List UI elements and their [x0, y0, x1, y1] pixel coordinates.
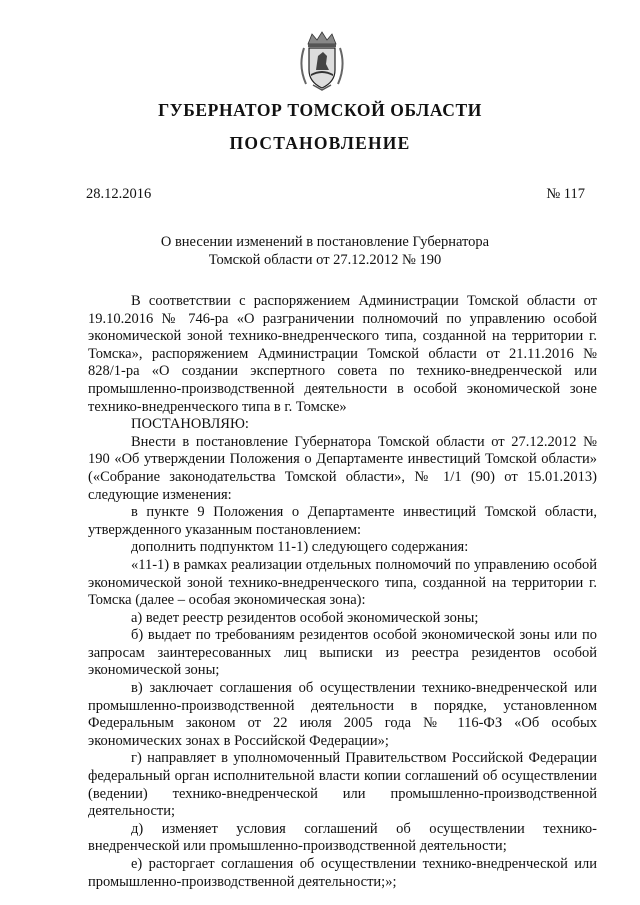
subject-line: Томской области от 27.12.2012 № 190	[208, 252, 442, 268]
paragraph-item9: в пункте 9 Положения о Департаменте инвестиций Томской области, утвержденного указанным постановлением:	[88, 504, 597, 538]
document-subject	[150, 233, 500, 269]
document-type: ПОСТАНОВЛЕНИЕ	[229, 133, 411, 153]
paragraph-resolve: ПОСТАНОВЛЯЮ:	[131, 416, 249, 433]
document-number: № 117	[546, 186, 585, 202]
paragraph-v: в) заключает соглашения об осуществлении технико-внедренческой или промышленно-производственной деятельности в порядке, установленном Федеральным законом от 22 июля 2005 года № 116-ФЗ «Об особых экономических зонах в Российской Федерации»;	[88, 680, 597, 749]
document-body	[88, 293, 597, 891]
paragraph-d: д) изменяет условия соглашений об осуществлении технико-внедренческой или промышленно-производственной деятельности;	[88, 820, 597, 855]
paragraph-add: дополнить подпунктом 11-1) следующего содержания:	[131, 539, 469, 556]
paragraph-preamble: В соответствии с распоряжением Администрации Томской области от 19.10.2016 № 746-ра «О разграничении полномочий по управлению особой экономической зоной технико-внедренческого типа, созданной на территории г. Томска», распоряжением Администрации Томской области от 21.11.2016 № 828/1-ра «О создании экспертного совета по технико-внедренческой или промышленно-производственной деятельности в особой экономической зоне технико-внедренческого типа в г. Томске»	[88, 293, 597, 415]
tomsk-coat-of-arms-icon	[298, 30, 346, 92]
document-date: 28.12.2016	[86, 186, 152, 202]
paragraph-e: е) расторгает соглашения об осуществлении технико-внедренческой или промышленно-производственной деятельности;»;	[88, 856, 597, 890]
paragraph-b: б) выдает по требованиям резидентов особой экономической зоны или по запросам заинтересованных лиц выписки из реестра резидентов особой экономической зоны;	[88, 627, 597, 679]
paragraph-g: г) направляет в уполномоченный Правительством Российской Федерации федеральный орган исполнительной власти копии соглашений об осуществлении (ведении) технико-внедренческой или промышленно-производственной деятельности;	[88, 750, 597, 820]
authority-title: ГУБЕРНАТОР ТОМСКОЙ ОБЛАСТИ	[158, 100, 482, 120]
subject-line: О внесении изменений в постановление Губернатора	[160, 234, 490, 250]
paragraph-a: а) ведет реестр резидентов особой экономической зоны;	[131, 609, 479, 626]
paragraph-amend: Внести в постановление Губернатора Томской области от 27.12.2012 № 190 «Об утверждении Положения о Департаменте инвестиций Томской области» («Собрание законодательства Томской области», № 1/1 (90) от 15.01.2013) следующие изменения:	[88, 433, 597, 503]
paragraph-11-1: «11-1) в рамках реализации отдельных полномочий по управлению особой экономической зоной технико-внедренческого типа, созданной на территории г. Томска (далее – особая экономическая зона):	[88, 556, 597, 609]
